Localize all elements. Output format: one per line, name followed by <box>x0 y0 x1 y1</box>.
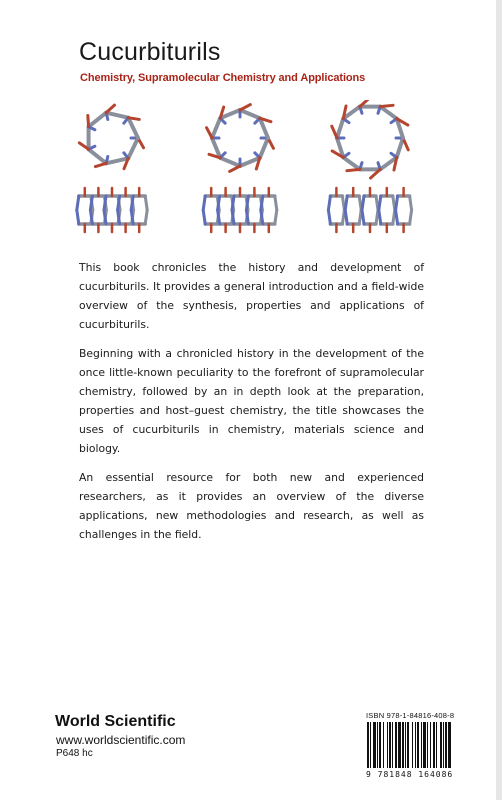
publisher-url: www.worldscientific.com <box>56 733 186 747</box>
isbn-barcode-box <box>362 708 482 779</box>
book-description <box>79 258 424 554</box>
publisher-name: World Scientific <box>55 713 176 730</box>
description-paragraph-3: An essential resource for both new and experienced researchers, as it provides an overview of the diverse applications, new methodologies and research, as well as challenges in the field. <box>79 471 424 541</box>
product-code: P648 hc <box>56 748 93 759</box>
description-paragraph-1: This book chronicles the history and development of cucurbiturils. It provides a general introduction and a field-wide overview of the synthesis, properties and applications of cucurbiturils. <box>79 261 424 331</box>
barcode-digits: 9 781848 164086 <box>366 770 454 779</box>
book-subtitle: Chemistry, Supramolecular Chemistry and Applications <box>80 72 366 84</box>
barcode-image <box>366 722 478 768</box>
book-title: Cucurbiturils <box>79 38 221 66</box>
isbn-label: ISBN 978-1-84816-408-8 <box>366 711 455 720</box>
molecule-illustration <box>60 100 450 240</box>
description-paragraph-2: Beginning with a chronicled history in the development of the once little-known peculiarity to the forefront of supramolecular chemistry, followed by an in depth look at the preparation, properties and host–guest chemistry, the title showcases the uses of cucurbiturils in chemistry, materials science and biology. <box>79 347 424 455</box>
